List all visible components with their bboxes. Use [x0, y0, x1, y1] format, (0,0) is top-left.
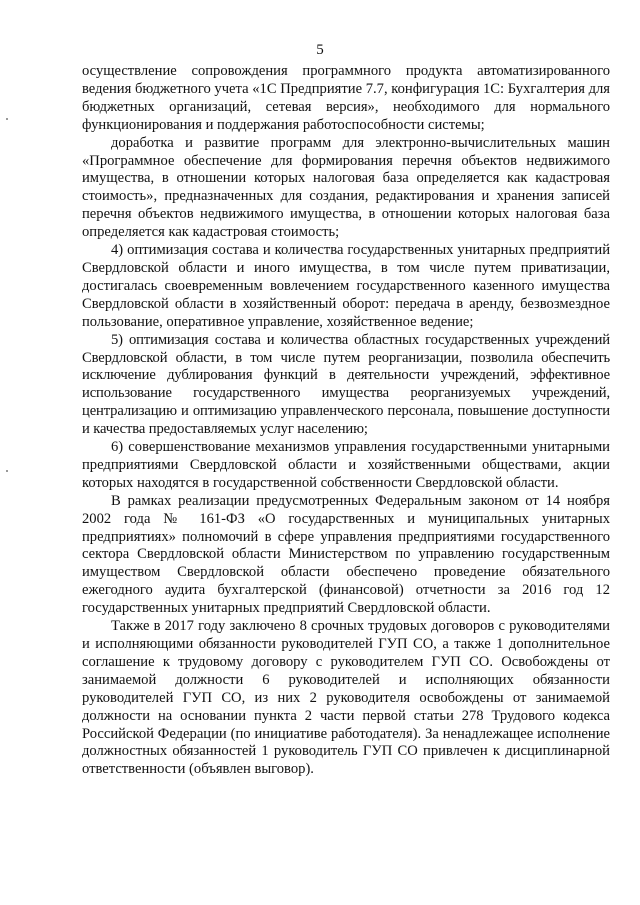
- scan-speck: [6, 470, 8, 472]
- paragraph-item-4: 4) оптимизация состава и количества государственных унитарных предприятий Свердловской области и иного имущества, в том числе путем приватизации, достигалась своевременным вовлечением государственного казенного имущества Свердловской области в хозяйственный оборот: передача в аренду, безвозмездное пользование, оперативное управление, хозяйственное ведение;: [82, 242, 610, 330]
- paragraph-item-6: 6) совершенствование механизмов управления государственными унитарными предприятиями Свердловской области и хозяйственными обществами, акции которых находятся в государственной собственности Свердловской области.: [82, 439, 610, 491]
- document-body: [82, 63, 610, 779]
- paragraph-item-5: 5) оптимизация состава и количества областных государственных учреждений Свердловской области, в том числе путем реорганизации, позволила обеспечить исключение дублирования функций в деятельности учреждений, эффективное использование государственного имущества реорганизуемых учреждений, централизацию и оптимизацию управленческого персонала, повышение доступности и качества предоставляемых услуг населению;: [82, 331, 610, 438]
- scan-speck: [6, 118, 8, 120]
- paragraph-labor-contracts: Также в 2017 году заключено 8 срочных трудовых договоров с руководителями и исполняющими обязанности руководителей ГУП СО, а также 1 дополнительное соглашение к трудовому договору с руководителем ГУП СО. Освобождены от занимаемой должности 6 руководителей и исполняющих обязанности руководителей ГУП СО, из них 2 руководителя освобождены от занимаемой должности на основании пункта 2 части первой статьи 278 Трудового кодекса Российской Федерации (по инициативе работодателя). За ненадлежащее исполнение должностных обязанностей 1 руководитель ГУП СО привлечен к дисциплинарной ответственности (объявлен выговор).: [82, 618, 610, 778]
- paragraph-software-development: доработка и развитие программ для электронно-вычислительных машин «Программное обеспечение для формирования перечня объектов недвижимого имущества, в отношении которых налоговая база определяется как кадастровая стоимость», предназначенных для создания, редактирования и хранения записей перечня объектов недвижимого имущества, в отношении которых налоговая база определяется как кадастровая стоимость;: [82, 134, 610, 241]
- paragraph-software-support: осуществление сопровождения программного продукта автоматизированного ведения бюджетного учета «1С Предприятие 7.7, конфигурация 1С: Бухгалтерия для бюджетных организаций, сетевая версия», необходимого для нормального функционирования и поддержания работоспособности системы;: [82, 63, 610, 133]
- paragraph-federal-law: В рамках реализации предусмотренных Федеральным законом от 14 ноября 2002 года № 161-ФЗ «О государственных и муниципальных унитарных предприятиях» полномочий в сфере управления предприятиями государственного сектора Свердловской области Министерством по управлению государственным имуществом Свердловской области обеспечено проведение обязательного ежегодного аудита бухгалтерской (финансовой) отчетности за 2016 год 12 государственных унитарных предприятий Свердловской области.: [82, 492, 610, 617]
- page-number: 5: [316, 42, 324, 58]
